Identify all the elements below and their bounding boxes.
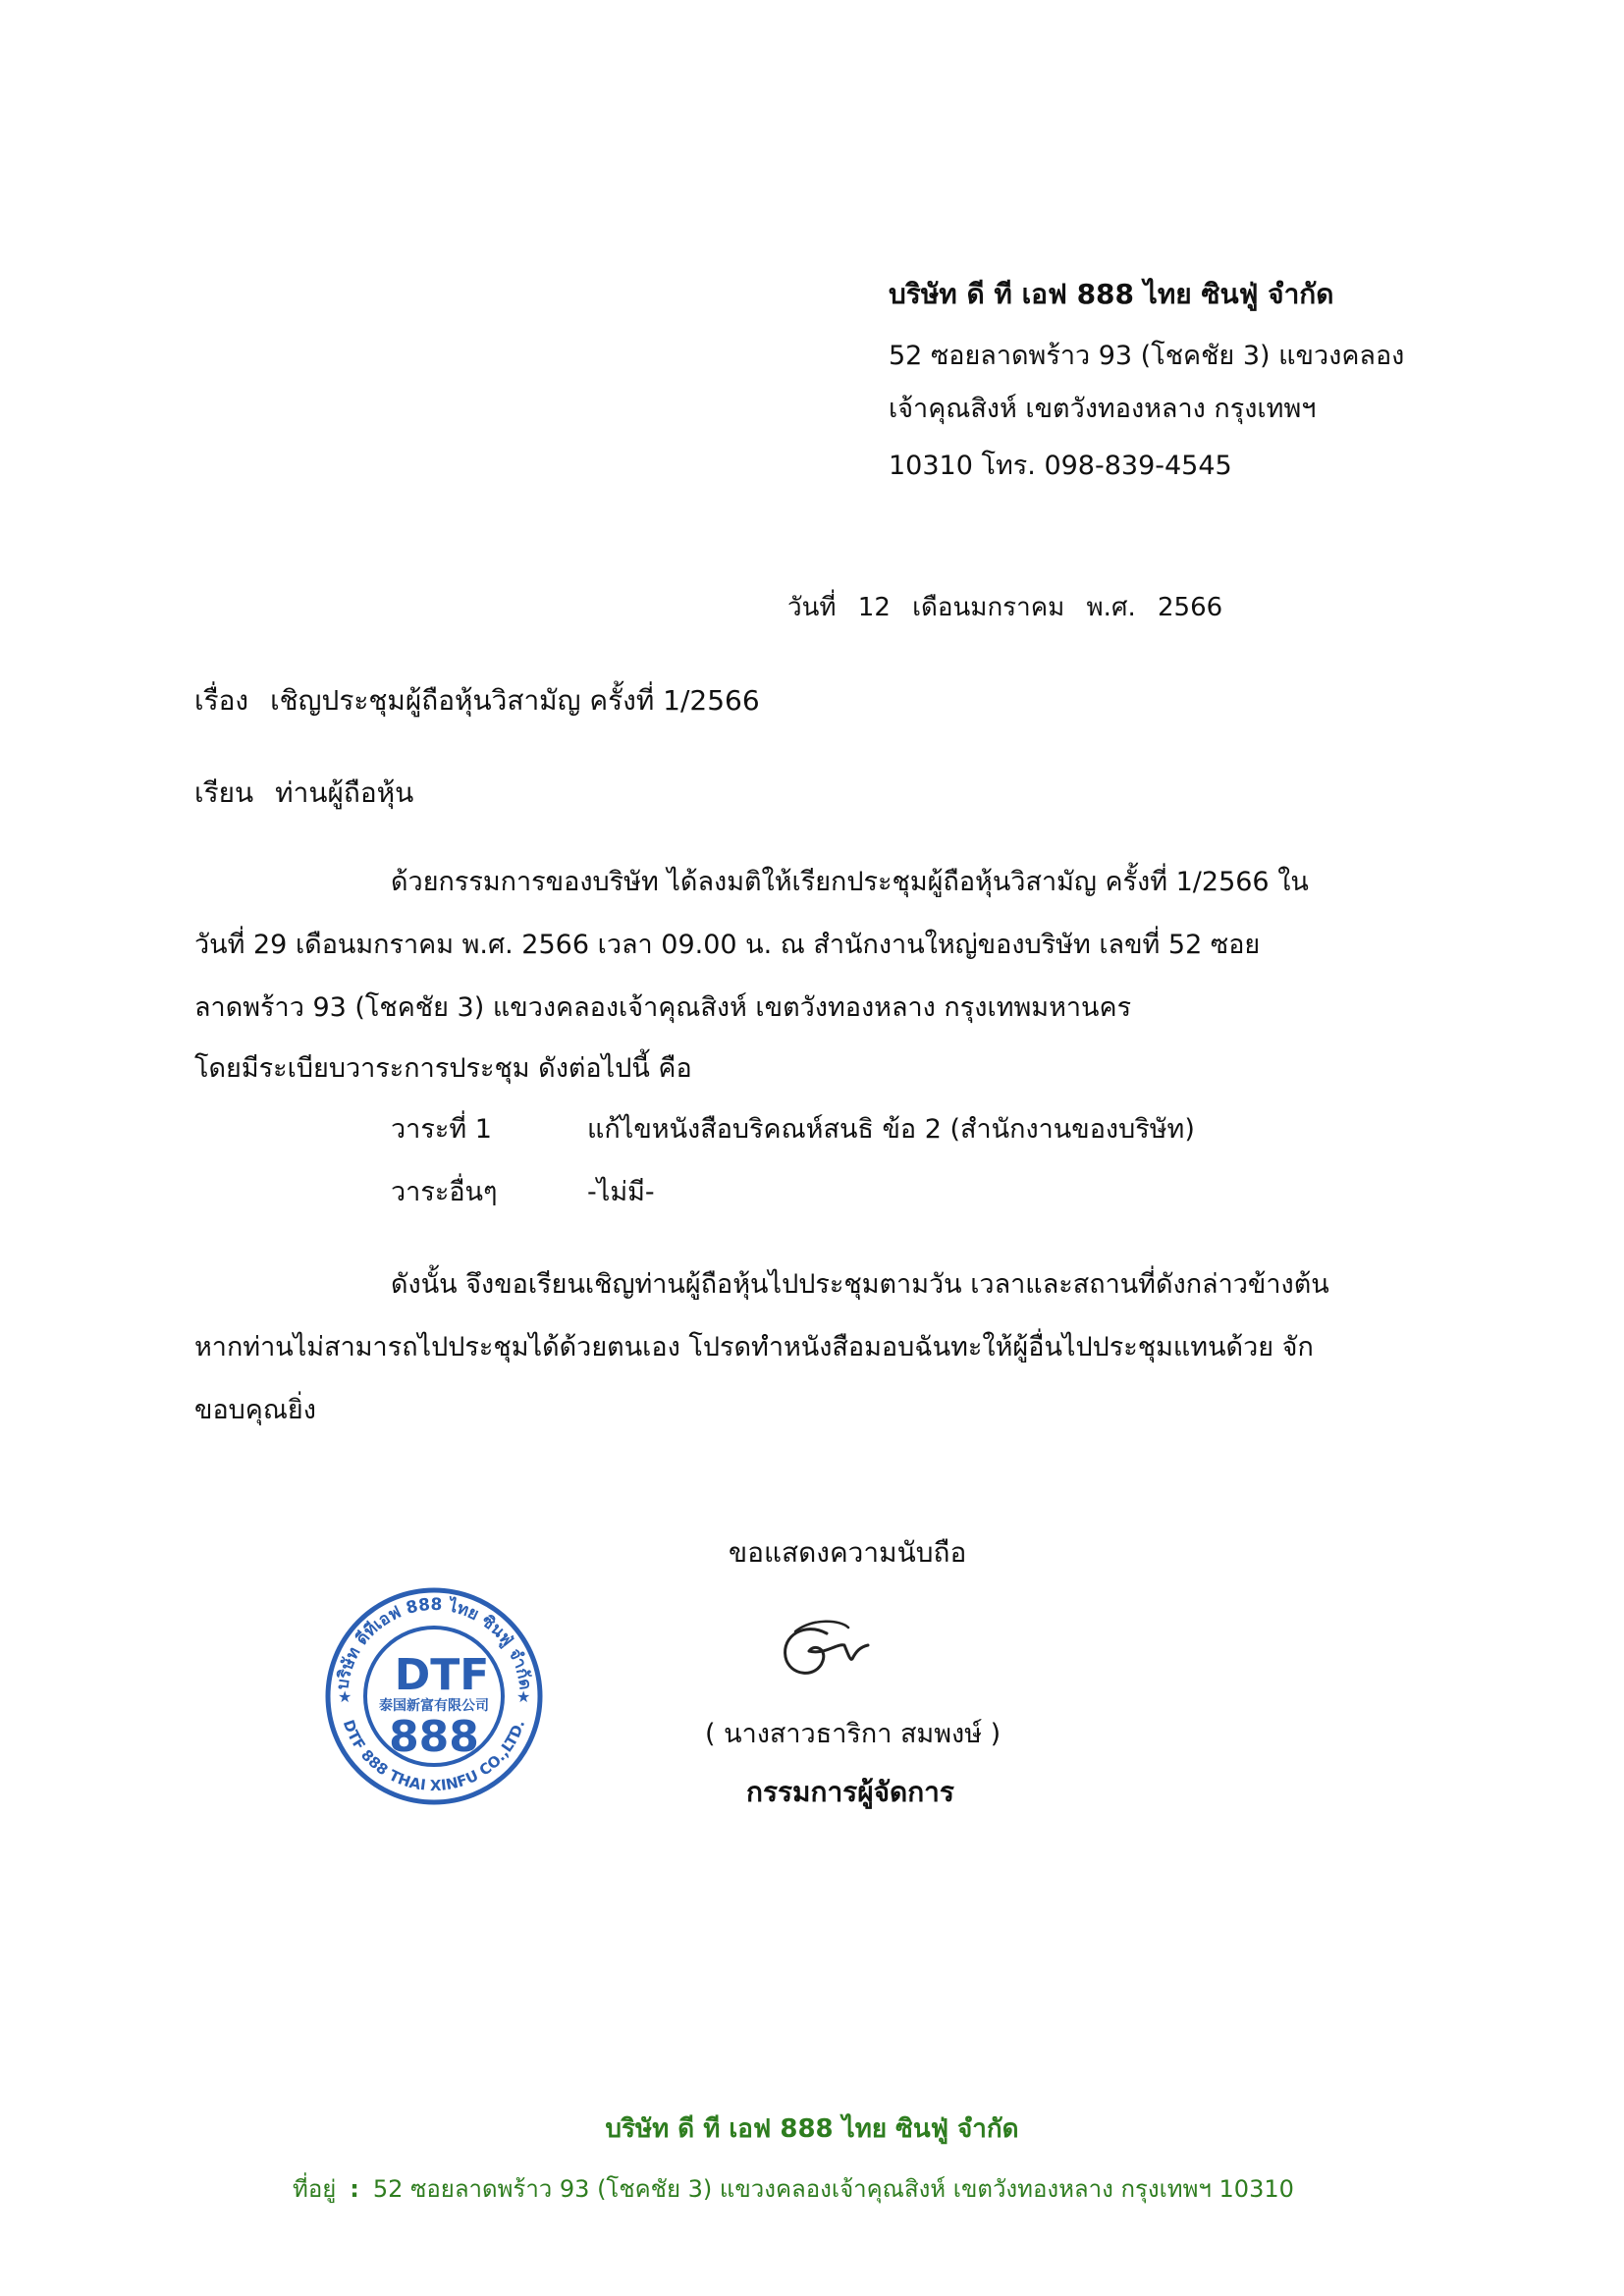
recipient-text: ท่านผู้ถือหุ้น — [275, 776, 414, 809]
body-line: ดังนั้น จึงขอเรียนเชิญท่านผู้ถือหุ้นไปประชุมตามวัน เวลาและสถานที่ดังกล่าวข้างต้น — [391, 1269, 1329, 1300]
footer-address-colon: : — [350, 2175, 359, 2203]
subject-line — [194, 679, 760, 722]
signature-scribble — [766, 1616, 884, 1694]
signer-name: ( นางสาวธาริกา สมพงษ์ ) — [705, 1719, 1001, 1749]
footer-company-name: บริษัท ดี ที เอฟ 888 ไทย ซินฟู่ จำกัด — [605, 2114, 1019, 2144]
stamp-outer-text-bottom: DTF 888 THAI XINFU CO.,LTD. — [339, 1717, 529, 1795]
stamp-logo-text: DTF — [394, 1650, 490, 1700]
agenda-item-value: แก้ไขหนังสือบริคณห์สนธิ ข้อ 2 (สำนักงานของบริษัท) — [587, 1114, 1195, 1145]
body-line: ลาดพร้าว 93 (โชคชัย 3) แขวงคลองเจ้าคุณสิงห์ เขตวังทองหลาง กรุงเทพมหานคร — [194, 992, 1132, 1023]
date-day: 12 — [857, 593, 891, 622]
closing-text: ขอแสดงความนับถือ — [729, 1536, 967, 1569]
recipient-line — [194, 772, 413, 815]
footer-address — [293, 2169, 1294, 2208]
company-address-line-1: 52 ซอยลาดพร้าว 93 (โชคชัย 3) แขวงคลอง — [889, 341, 1405, 371]
agenda-item-key: วาระที่ 1 — [391, 1114, 492, 1145]
date-year-label: พ.ศ. — [1086, 593, 1136, 622]
date-day-label: วันที่ — [787, 593, 837, 622]
star-icon: ★ — [338, 1687, 352, 1706]
footer-address-label: ที่อยู่ — [293, 2175, 337, 2203]
date-month: เดือนมกราคม — [912, 593, 1065, 622]
star-icon: ★ — [516, 1687, 531, 1706]
stamp-chinese-text: 泰国新富有限公司 — [379, 1698, 489, 1714]
date-year: 2566 — [1157, 593, 1223, 622]
body-line: วันที่ 29 เดือนมกราคม พ.ศ. 2566 เวลา 09.00 น. ณ สำนักงานใหญ่ของบริษัท เลขที่ 52 ซอย — [194, 930, 1261, 960]
company-address-line-3: 10310 โทร. 098-839-4545 — [889, 451, 1232, 481]
signer-position: กรรมการผู้จัดการ — [746, 1776, 954, 1808]
company-stamp — [320, 1582, 548, 1810]
body-line: ขอบคุณยิ่ง — [194, 1395, 316, 1425]
stamp-outer-text-top: บริษัท ดีทีเอฟ 888 ไทย ซินฟู่ จำกัด — [333, 1594, 535, 1691]
agenda-item-key: วาระอื่นๆ — [391, 1177, 498, 1207]
body-line: ด้วยกรรมการของบริษัท ได้ลงมติให้เรียกประชุมผู้ถือหุ้นวิสามัญ ครั้งที่ 1/2566 ใน — [391, 867, 1309, 897]
body-line: หากท่านไม่สามารถไปประชุมได้ด้วยตนเอง โปรดทำหนังสือมอบฉันทะให้ผู้อื่นไปประชุมแทนด้วย จัก — [194, 1332, 1314, 1362]
recipient-label: เรียน — [194, 776, 254, 809]
stamp-number-text: 888 — [389, 1712, 479, 1762]
subject-text: เชิญประชุมผู้ถือหุ้นวิสามัญ ครั้งที่ 1/2566 — [270, 684, 760, 717]
agenda-item-value: -ไม่มี- — [587, 1177, 655, 1207]
letter-date — [787, 587, 1236, 627]
company-address-line-2: เจ้าคุณสิงห์ เขตวังทองหลาง กรุงเทพฯ — [889, 394, 1317, 424]
footer-address-text: 52 ซอยลาดพร้าว 93 (โชคชัย 3) แขวงคลองเจ้าคุณสิงห์ เขตวังทองหลาง กรุงเทพฯ 10310 — [372, 2175, 1294, 2203]
subject-label: เรื่อง — [194, 684, 249, 717]
company-name: บริษัท ดี ที เอฟ 888 ไทย ซินฟู่ จำกัด — [889, 278, 1334, 310]
body-line: โดยมีระเบียบวาระการประชุม ดังต่อไปนี้ คือ — [194, 1053, 692, 1084]
